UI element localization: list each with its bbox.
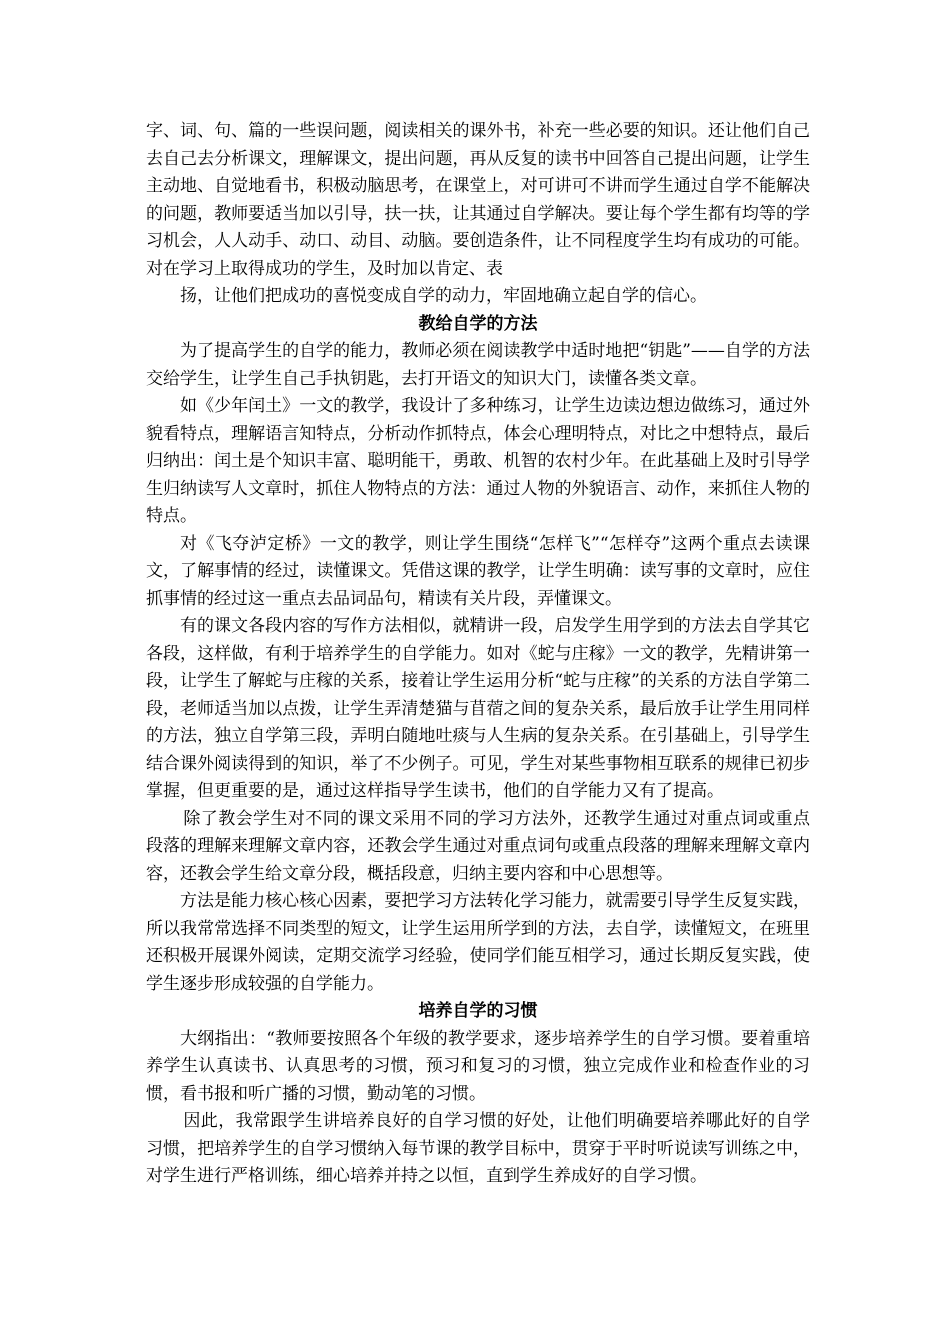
methods-paragraph-6: 方法是能力核心核心因素，要把学习方法转化学习能力，就需要引导学生反复实践，所以我常常选择不同类型的短文，让学生运用所学到的方法，去自学，读懂短文，在班里还积极开展课外阅读，定期交流学习经验，使同学们能互相学习，通过长期反复实践，使学生逐步形成较强的自学能力。: [146, 891, 810, 994]
section-heading-habits: 培养自学的习惯: [418, 1001, 538, 1021]
methods-paragraph-4: 有的课文各段内容的写作方法相似，就精讲一段，启发学生用学到的方法去自学其它各段，这样做，有利于培养学生的自学能力。如对《蛇与庄稼》一文的教学，先精讲第一段，让学生了解蛇与庄稼的关系，接着让学生运用分析“蛇与庄稼”的关系的方法自学第二段，老师适当加以点拨，让学生弄清楚猫与苜蓿之间的复杂关系，最后放手让学生用同样的方法，独立自学第三段，弄明白随地吐痰与人生病的复杂关系。在引基础上，引导学生结合课外阅读得到的知识，举了不少例子。可见，学生对某些事物相互联系的规律已初步掌握，但更重要的是，通过这样指导学生读书，他们的自学能力又有了提高。: [146, 616, 810, 801]
intro-paragraph-closing: 扬，让他们把成功的喜悦变成自学的动力，牢固地确立起自学的信心。: [180, 286, 707, 306]
methods-paragraph-2: 如《少年闰土》一文的教学，我设计了多种练习，让学生边读边想边做练习，通过外貌看特点，理解语言知特点，分析动作抓特点，体会心理明特点，对比之中想特点，最后归纳出：闰土是个知识丰富、聪明能干，勇敢、机智的农村少年。在此基础上及时引导学生归纳读写人文章时，抓住人物特点的方法：通过人物的外貌语言、动作，来抓住人物的特点。: [146, 396, 810, 526]
methods-paragraph-5: 除了教会学生对不同的课文采用不同的学习方法外，还教学生通过对重点词或重点段落的理解来理解文章内容，还教会学生通过对重点词句或重点段落的理解来理解文章内容，还教会学生给文章分段，概括段意，归纳主要内容和中心思想等。: [146, 808, 810, 884]
methods-paragraph-1: 为了提高学生的自学的能力，教师必须在阅读教学中适时地把“钥匙”——自学的方法交给学生，让学生自己手执钥匙，去打开语文的知识大门，读懂各类文章。: [146, 341, 810, 389]
habits-paragraph-2: 因此，我常跟学生讲培养良好的自学习惯的好处，让他们明确要培养哪此好的自学习惯，把培养学生的自学习惯纳入每节课的教学目标中，贯穿于平时听说读写训练之中，对学生进行严格训练，细心培养并持之以恒，直到学生养成好的自学习惯。: [146, 1111, 810, 1186]
methods-paragraph-3: 对《飞夺泸定桥》一文的教学，则让学生围绕“怎样飞”“怎样夺”这两个重点去读课文，了解事情的经过，读懂课文。凭借这课的教学，让学生明确：读写事的文章时，应住抓事情的经过这一重点去品词品句，精读有关片段，弄懂课文。: [146, 533, 810, 609]
document-page: [146, 118, 810, 1191]
section-heading-methods: 教给自学的方法: [418, 313, 538, 334]
intro-paragraph-continued: 字、词、句、篇的一些误问题，阅读相关的课外书，补充一些必要的知识。还让他们自己去自己去分析课文，理解课文，提出问题，再从反复的读书中回答自己提出问题，让学生主动地、自觉地看书，积极动脑思考，在课堂上，对可讲可不讲而学生通过自学不能解决的问题，教师要适当加以引导，扶一扶，让其通过自学解决。要让每个学生都有均等的学习机会，人人动手、动口、动目、动脑。要创造条件，让不同程度学生均有成功的可能。对在学习上取得成功的学生，及时加以肯定、表: [146, 121, 810, 279]
habits-paragraph-1: 大纲指出：“教师要按照各个年级的教学要求，逐步培养学生的自学习惯。要着重培养学生认真读书、认真思考的习惯，预习和复习的习惯，独立完成作业和检查作业的习惯，看书报和听广播的习惯，勤动笔的习惯。: [146, 1028, 810, 1104]
